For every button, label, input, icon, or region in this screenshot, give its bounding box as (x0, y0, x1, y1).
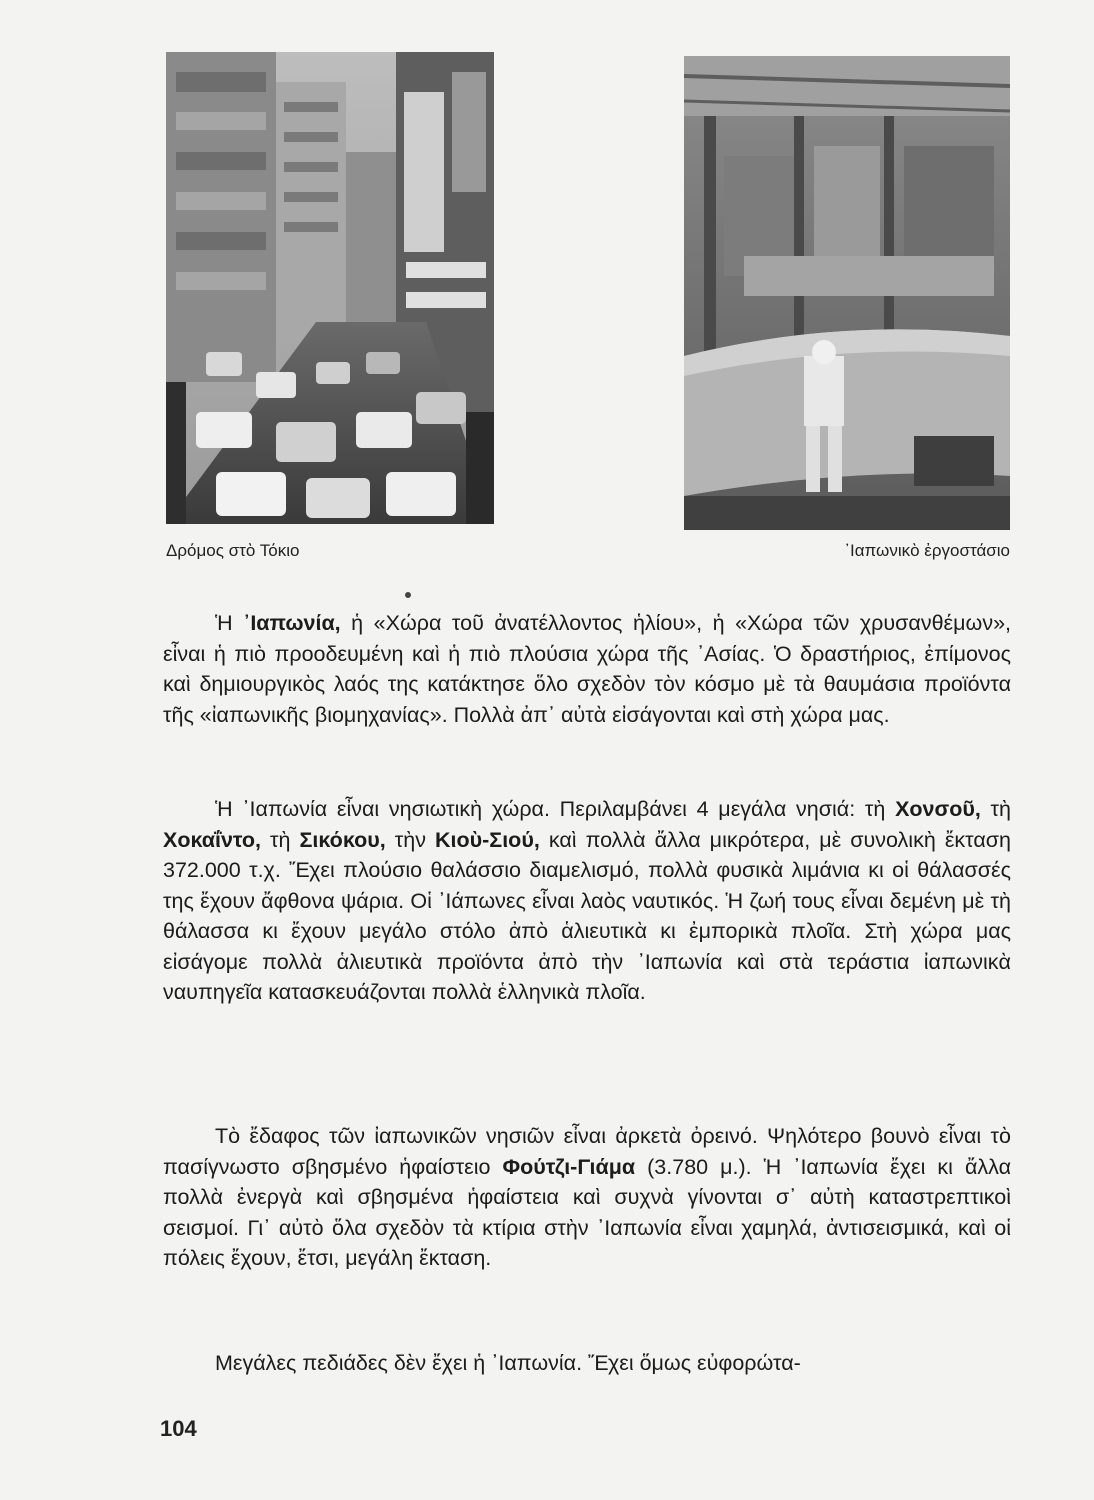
paragraph-islands (163, 794, 1011, 1008)
text-segment: Ἡ (215, 611, 244, 635)
bold-term: Χονσοῦ, (895, 797, 981, 821)
text-segment: τὴν (385, 827, 435, 852)
page-number: 104 (160, 1416, 197, 1441)
bold-term: Φούτζι-Γιάμα (502, 1154, 636, 1179)
paragraph-plains (163, 1348, 1011, 1379)
text-segment: καὶ πολλὰ ἄλλα μικρότερα, μὲ συνολικὴ ἔκταση 372.000 τ.χ. Ἔχει πλούσιο θαλάσσιο διαμελισμό, πολλὰ φυσικὰ λιμάνια κι οἱ θάλασσές της ἔχουν ἄφθονα ψάρια. Οἱ ᾿Ιάπωνες εἶναι λαὸς ναυτικός. Ἡ ζωή τους εἶναι δεμένη μὲ τὴ θάλασσα κι ἔχουν μεγάλο στόλο ἀπὸ ἁλιευτικὰ κι ἐμπορικὰ πλοῖα. Στὴ χώρα μας εἰσάγομε πολλὰ ἁλιευτικὰ προϊόντα ἀπὸ τὴν ᾿Ιαπωνία καὶ στὰ τεράστια ἰαπωνικὰ ναυπηγεῖα κατασκευάζονται πολλὰ ἑλληνικὰ πλοῖα. (163, 827, 1011, 1004)
bold-term: Χοκαΐντο, (163, 827, 261, 852)
bold-term: ᾿Ιαπωνία, (243, 611, 341, 635)
left-photo-caption: Δρόμος στὸ Τόκιο (166, 541, 300, 560)
text-segment: τὴ (980, 797, 1011, 821)
paragraph-text (163, 1348, 1011, 1379)
ink-dot (405, 592, 411, 598)
tokyo-street-illustration (166, 52, 494, 524)
right-photo-caption: ᾿Ιαπωνικὸ ἐργοστάσιο (844, 541, 1010, 560)
japanese-factory-photo (684, 56, 1010, 530)
tokyo-street-photo (166, 52, 494, 524)
text-segment: Ἡ ᾿Ιαπωνία εἶναι νησιωτικὴ χώρα. Περιλαμβάνει 4 μεγάλα νησιά: τὴ (215, 797, 896, 821)
text-segment: Μεγάλες πεδιάδες δὲν ἔχει ἡ ᾿Ιαπωνία. Ἔχει ὅμως εὐφορώτα- (215, 1351, 801, 1375)
text-segment: Τὸ ἔδαφος τῶν ἰαπωνικῶν νησιῶν εἶναι ἀρκετὰ ὀρεινό. Ψηλότερο βουνὸ εἶναι τὸ πασίγνωστο σβησμένο ἡφαίστειο (163, 1124, 1011, 1179)
text-segment: ἡ «Χώρα τοῦ ἀνατέλλοντος ἡλίου», ἡ «Χώρα τῶν χρυσανθέμων», εἶναι ἡ πιὸ προοδευμένη καὶ ἡ πιὸ πλούσια χώρα τῆς ᾿Ασίας. Ὁ δραστήριος, ἐπίμονος καὶ δημιουργικὸς λαός της κατάκτησε ὅλο σχεδὸν τὸν κόσμο μὲ τὰ θαυμάσια προϊόντα τῆς «ἰαπωνικῆς βιομηχανίας». Πολλὰ ἀπ᾿ αὐτὰ εἰσάγονται καὶ στὴ χώρα μας. (163, 611, 1011, 727)
text-segment: (3.780 μ.). Ἡ ᾿Ιαπωνία ἔχει κι ἄλλα πολλὰ ἐνεργὰ καὶ σβησμένα ἡφαίστεια καὶ συχνὰ γίνονται σ᾿ αὐτὴ καταστρεπτικοὶ σεισμοί. Γι᾿ αὐτὸ ὅλα σχεδὸν τὰ κτίρια στὴν ᾿Ιαπωνία εἶναι χαμηλά, ἀντισεισμικά, καὶ οἱ πόλεις ἔχουν, ἔτσι, μεγάλη ἔκταση. (163, 1154, 1011, 1270)
bold-term: Σικόκου, (299, 827, 386, 852)
paragraph-text (163, 608, 1011, 730)
paragraph-japan-intro (163, 608, 1011, 730)
bold-term: Κιοὺ-Σιού, (435, 827, 540, 852)
paragraph-text (163, 794, 1011, 1008)
paragraph-text (163, 1121, 1011, 1274)
text-segment: τὴ (261, 827, 300, 852)
paragraph-terrain (163, 1121, 1011, 1274)
factory-illustration (684, 56, 1010, 530)
